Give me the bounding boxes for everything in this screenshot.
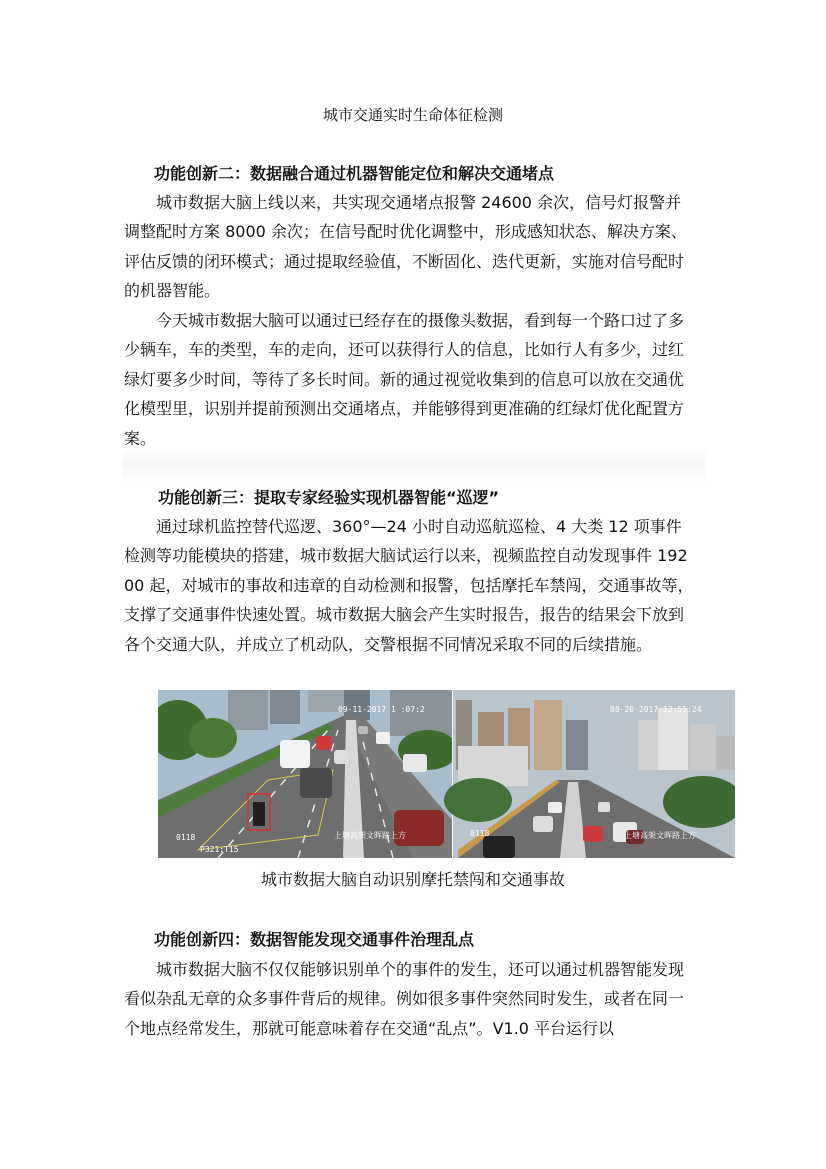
right-location: 上塘高架文晖路上方 bbox=[624, 831, 696, 840]
left-tag: P321:T15 bbox=[200, 845, 239, 854]
section-heading-4: 功能创新四：数据智能发现交通事件治理乱点 bbox=[154, 930, 475, 949]
paragraph-2-1: 城市数据大脑上线以来，共实现交通堵点报警 24600 余次，信号灯报警并调整配时方案 8000 余次；在信号配时优化调整中，形成感知状态、解决方案、评估反馈的闭环模式；通过提取经验值，不断固化、迭代更新，实施对信号配时的机器智能。 bbox=[124, 193, 687, 301]
page-title: 城市交通实时生命体征检测 bbox=[322, 106, 503, 124]
separator-band bbox=[122, 448, 706, 482]
left-timestamp: 09-11-2017 1 :07:2 bbox=[338, 705, 425, 714]
paragraph-4-1: 城市数据大脑不仅仅能够识别单个的事件的发生，还可以通过机器智能发现看似杂乱无章的众多事件背后的规律。例如很多事件突然同时发生，或者在同一个地点经常发生，那就可能意味着存在交通“乱点”。V1.0 平台运行以 bbox=[124, 960, 685, 1038]
traffic-photo-figure bbox=[158, 690, 735, 858]
section-heading-3: 功能创新三：提取专家经验实现机器智能“巡逻” bbox=[158, 488, 500, 507]
left-camera-image bbox=[158, 690, 458, 858]
left-camera-id: 0118 bbox=[176, 833, 196, 842]
left-location: 上塘高架文晖路上方 bbox=[334, 831, 406, 840]
paragraph-2-2: 今天城市数据大脑可以通过已经存在的摄像头数据，看到每一个路口过了多少辆车，车的类型，车的走向，还可以获得行人的信息，比如行人有多少，过红绿灯要多少时间，等待了多长时间。新的通过视觉收集到的信息可以放在交通优化模型里，识别并提前预测出交通堵点，并能够得到更准确的红绿灯优化配置方案。 bbox=[124, 311, 685, 448]
right-camera-image bbox=[444, 690, 735, 858]
section-heading-2: 功能创新二：数据融合通过机器智能定位和解决交通堵点 bbox=[154, 164, 555, 183]
figure-caption: 城市数据大脑自动识别摩托禁闯和交通事故 bbox=[260, 870, 565, 889]
right-timestamp: 08-20-2017 12:55:24 bbox=[610, 705, 702, 714]
traffic-photo bbox=[158, 690, 735, 858]
right-camera-id: 0118 bbox=[470, 829, 490, 838]
paragraph-3-1: 通过球机监控替代巡逻、360°—24 小时自动巡航巡检、4 大类 12 项事件检测等功能模块的搭建，城市数据大脑试运行以来，视频监控自动发现事件 19200 起，对城市的事故和违章的自动检测和报警，包括摩托车禁闯，交通事故等，支撑了交通事件快速处置。城市数据大脑会产生实时报告，报告的结果会下放到各个交通大队，并成立了机动队，交警根据不同情况采取不同的后续措施。 bbox=[124, 517, 694, 654]
